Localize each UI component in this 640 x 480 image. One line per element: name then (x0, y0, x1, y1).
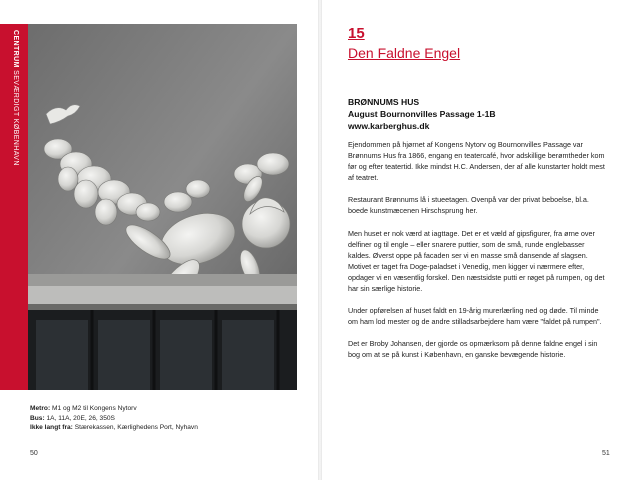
section-tab-rest: SEVÆRDIGT KØBENHAVN (12, 70, 19, 166)
paragraph: Ejendommen på hjørnet af Kongens Nytorv og Bournonvilles Passage var Brønnums Hus fra 1866, engang en teatercafé, hvor adskillige berømtheder kom før og efter teatertid. Ikke mindst H.C. Andersen, der af alle kunstarter holdt mest af teatret. (348, 140, 605, 183)
cherub-photo (28, 24, 297, 390)
left-page (0, 0, 318, 480)
bus-line (30, 414, 310, 424)
address-website[interactable]: www.karberghus.dk (348, 121, 430, 131)
page-number-left: 50 (30, 450, 38, 457)
metro-line (30, 404, 310, 414)
paragraph: Det er Broby Johansen, der gjorde os opmærksom på denne faldne engel i sin bog om at se på kunst i København, en ganske bevægende historie. (348, 339, 598, 360)
section-tab-label (12, 30, 19, 370)
transport-info (30, 404, 310, 433)
chapter-number: 15 (348, 25, 365, 42)
nearby-line (30, 423, 310, 433)
page-number-right: 51 (602, 450, 610, 457)
address-block (348, 96, 496, 132)
section-tab-bold: CENTRUM (12, 30, 19, 68)
address-street: August Bournonvilles Passage 1-1B (348, 109, 496, 119)
body-text (348, 139, 606, 372)
metro-value: M1 og M2 til Kongens Nytorv (52, 405, 137, 412)
paragraph: Under opførelsen af huset faldt en 19-årig murerlærling ned og døde. Til minde om ham lod mester og de andre stilladsarbejdere ham være "faldet på rumpen". (348, 306, 602, 327)
nearby-label: Ikke langt fra: (30, 424, 73, 432)
metro-label: Metro: (30, 405, 51, 412)
paragraph: Men huset er nok værd at iagttage. Det er et væld af gipsfigurer, fra ørne over delfiner og til engle – eller snarere puttier, som de små, runde englebasser kaldes. Øverst oppe på facaden ser vi en masse små dansende af slagsen. Motivet er taget fra Doge-paladset i Venedig, men kigger vi nærmere efter, opdager vi en væsentlig forskel. Den næstsidste putti er røget på rumpen, og det har sin særlige historie. (348, 228, 605, 294)
chapter-title: Den Faldne Engel (348, 45, 461, 61)
address-name: BRØNNUMS HUS (348, 97, 420, 107)
nearby-value: Stærekassen, Kærlighedens Port, Nyhavn (74, 424, 198, 432)
paragraph: Restaurant Brønnums lå i stueetagen. Ovenpå var der privat beboelse, bl.a. boede kunstmæcenen Hirschsprung her. (348, 195, 589, 216)
bus-value: 1A, 11A, 20E, 26, 350S (46, 414, 115, 422)
bus-label: Bus: (30, 414, 45, 422)
